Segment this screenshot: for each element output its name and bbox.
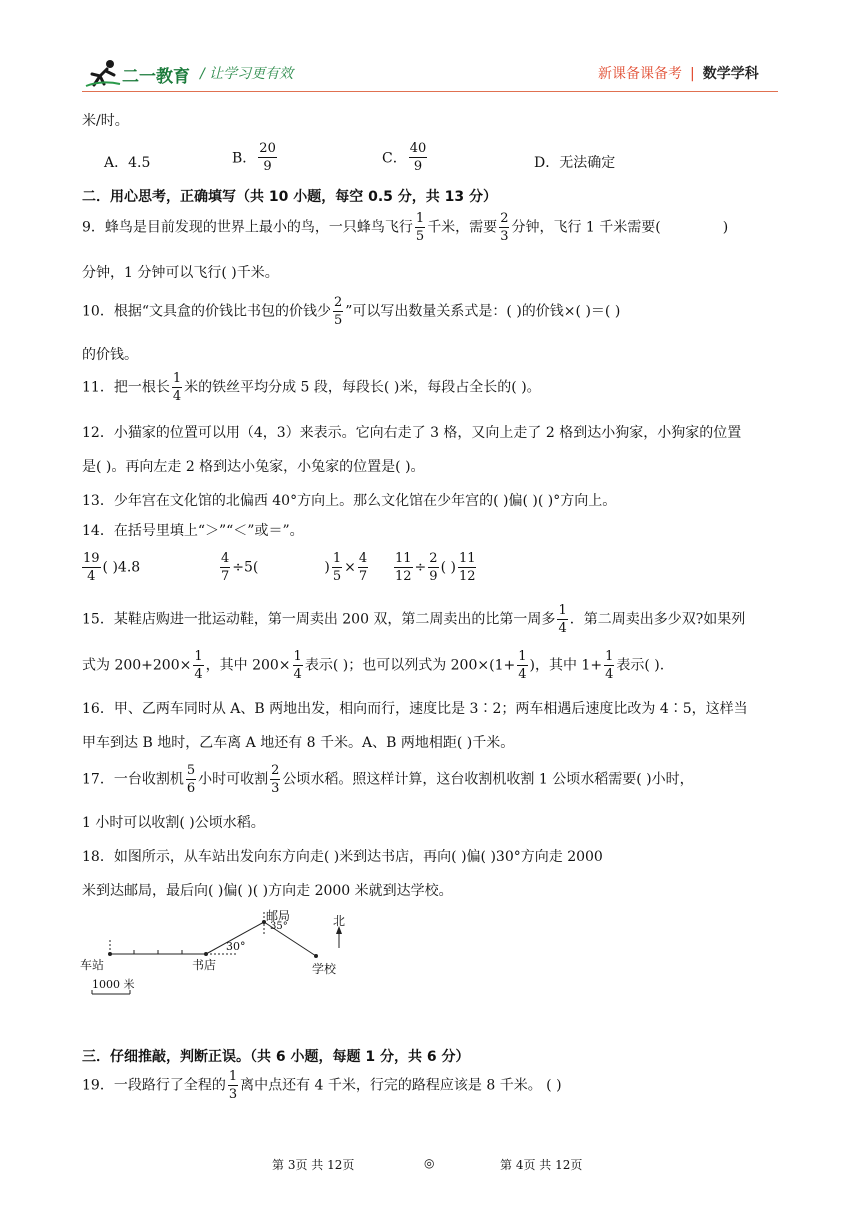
question-16-line2: 甲车到达 B 地时，乙车离 A 地还有 8 千米。A、B 两地相距( )千米。 <box>82 735 515 751</box>
question-15-line2: 式为 200+200× $\frac{1}{4}$ ，其中 200× $\frac{1}{4}$ 表示( )；也可以列式为 200×(1+ $\frac{1}{4}$ )，其中 1+ $\frac{1}{4}$ 表示( ). <box>82 649 665 682</box>
header-course-tag: 新课备课备考 <box>598 66 682 82</box>
footer-page-right: 第 4页 共 12页 <box>500 1158 583 1172</box>
label-bookstore: 书店 <box>192 958 217 972</box>
question-15-line1: 15．某鞋店购进一批运动鞋，第一周卖出 200 双，第二周卖出的比第一周多 $\frac{1}{4}$ ．第二周卖出多少双?如果列 <box>82 603 746 636</box>
option-d: D．无法确定 <box>534 155 616 171</box>
question-16-line1: 16．甲、乙两车同时从 A、B 两地出发，相向而行，速度比是 3∶2；两车相遇后速度比改为 4∶5，这样当 <box>82 701 748 717</box>
runner-logo-icon <box>84 58 122 88</box>
option-a: A．4.5 <box>104 155 151 171</box>
label-angle-35: 35° <box>270 921 288 932</box>
header-divider <box>82 91 778 92</box>
footer-page-left: 第 3页 共 12页 <box>272 1158 355 1172</box>
logo-text: 二一教育 <box>122 67 190 87</box>
option-b: B． $\frac{20}{9}$ <box>232 141 276 174</box>
question-11: 11．把一根长 $\frac{1}{4}$ 米的铁丝平均分成 5 段，每段长( )米，每段占全长的( )。 <box>82 371 541 404</box>
station-point <box>108 952 112 956</box>
q14-item-b: $\frac{4}{7}$ ÷5( ) $\frac{1}{5}$ × $\frac{4}{7}$ <box>221 551 368 584</box>
header-right <box>598 63 759 83</box>
section-3-title: 三．仔细推敲，判断正误。（共 6 小题，每题 1 分，共 6 分） <box>82 1049 470 1065</box>
question-9-line2: 分钟，1 分钟可以飞行( )千米。 <box>82 265 279 281</box>
q14-item-c: $\frac{11}{12}$ ÷ $\frac{2}{9}$ ( ) $\frac{11}{12}$ <box>395 551 476 584</box>
question-14-items <box>80 552 600 592</box>
header-separator: | <box>690 66 695 82</box>
question-12-line2: 是( )。再向左走 2 格到达小兔家，小兔家的位置是( )。 <box>82 459 425 475</box>
question-17-line2: 1 小时可以收割( )公顷水稻。 <box>82 815 265 831</box>
question-18-line2: 米到达邮局，最后向( )偏( )( )方向走 2000 米就到达学校。 <box>82 883 453 899</box>
school-point <box>314 954 318 958</box>
label-school: 学校 <box>312 962 337 976</box>
header-subject: 数学学科 <box>702 66 759 82</box>
q14-item-a: $\frac{19}{4}$ ( )4.8 <box>83 551 141 584</box>
option-c: C． $\frac{40}{9}$ <box>382 141 427 174</box>
prev-options <box>104 142 664 178</box>
question-10-line1: 10．根据“文具盒的价钱比书包的价钱少 $\frac{2}{5}$ ”可以写出数量关系式是：( )的价钱×( )＝( ) <box>82 295 621 328</box>
page-header <box>0 0 860 92</box>
prev-question-tail: 米/时。 <box>82 113 129 129</box>
header-slogan: / 让学习更有效 <box>200 66 294 82</box>
label-post-office: 邮局 <box>266 909 291 923</box>
label-scale: 1000 米 <box>92 978 135 991</box>
label-north: 北 <box>333 914 346 928</box>
question-14-line1: 14．在括号里填上“＞”“＜”或＝”。 <box>82 523 304 539</box>
footer-mark: ◎ <box>424 1156 435 1170</box>
section-2-title: 二．用心思考，正确填写（共 10 小题，每空 0.5 分，共 13 分） <box>82 189 498 205</box>
question-10-line2: 的价钱。 <box>82 347 138 363</box>
question-17-line1: 17．一台收割机 $\frac{5}{6}$ 小时可收割 $\frac{2}{3}$ 公顷水稻。照这样计算，这台收割机收割 1 公顷水稻需要( )小时， <box>82 763 694 796</box>
question-9-line1: 9．蜂鸟是目前发现的世界上最小的鸟，一只蜂鸟飞行 $\frac{1}{5}$ 千米，需要 $\frac{2}{3}$ 分钟，飞行 1 千米需要( ) <box>82 211 729 244</box>
question-18-line1: 18．如图所示，从车站出发向东方向走( )米到达书店，再向( )偏( )30°方向走 2000 <box>82 849 603 865</box>
label-station: 车站 <box>80 958 105 972</box>
question-19: 19．一段路行了全程的 $\frac{1}{3}$ 离中点还有 4 千米，行完的路程应该是 8 千米。 ( ) <box>82 1069 562 1102</box>
label-angle-30: 30° <box>226 940 246 953</box>
question-13: 13．少年宫在文化馆的北偏西 40°方向上。那么文化馆在少年宫的( )偏( )( )°方向上。 <box>82 493 617 509</box>
question-12-line1: 12．小猫家的位置可以用（4，3）来表示。它向右走了 3 格，又向上走了 2 格到达小狗家，小狗家的位置 <box>82 425 742 441</box>
